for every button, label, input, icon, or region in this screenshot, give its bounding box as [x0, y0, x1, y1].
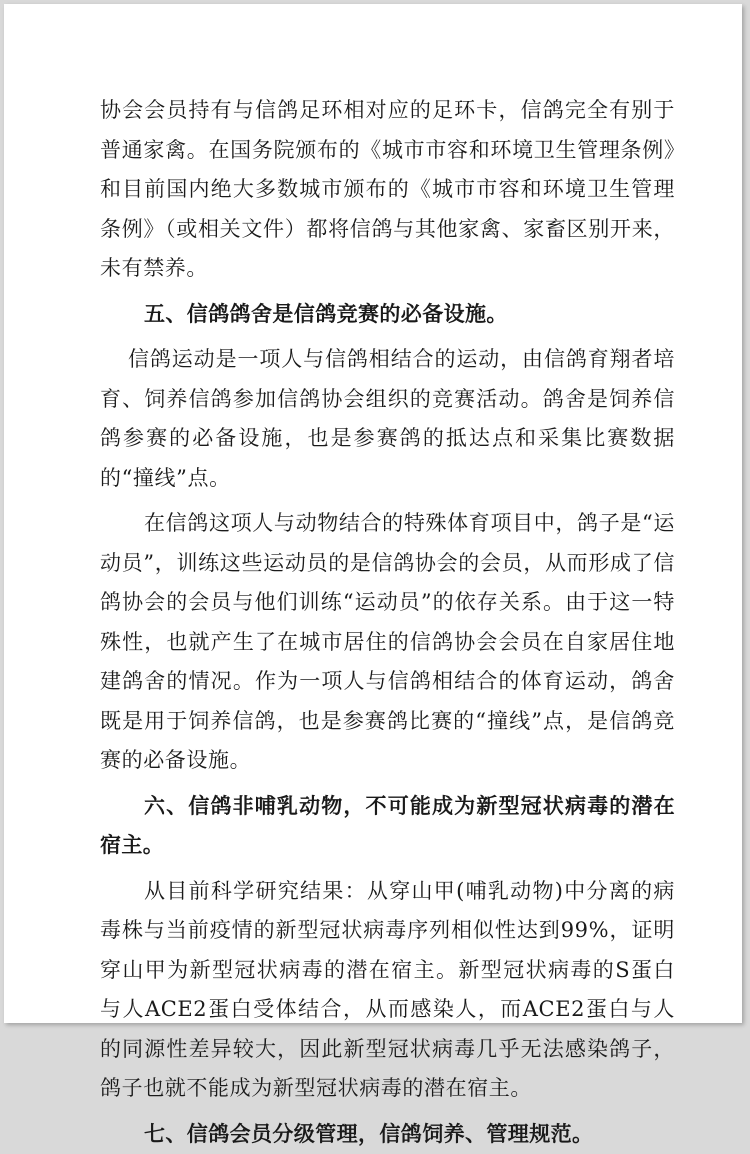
section-heading-6: 六、信鸽非哺乳动物，不可能成为新型冠状病毒的潜在宿主。 — [100, 787, 675, 866]
paragraph-continuation: 协会会员持有与信鸽足环相对应的足环卡，信鸽完全有别于普通家禽。在国务院颁布的《城市市容和环境卫生管理条例》和目前国内绝大多数城市颁布的《城市市容和环境卫生管理条例》（或相关文件）都将信鸽与其他家禽、家畜区别开来，未有禁养。 — [100, 91, 675, 289]
paragraph-coronavirus-research: 从目前科学研究结果：从穿山甲(哺乳动物)中分离的病毒株与当前疫情的新型冠状病毒序列相似性达到99%，证明穿山甲为新型冠状病毒的潜在宿主。新型冠状病毒的S蛋白与人ACE2蛋白受体结合，从而感染人，而ACE2蛋白与人的同源性差异较大，因此新型冠状病毒几乎无法感染鸽子，鸽子也就不能成为新型冠状病毒的潜在宿主。 — [100, 872, 675, 1109]
section-heading-5: 五、信鸽鸽舍是信鸽竞赛的必备设施。 — [100, 295, 675, 335]
document-body — [100, 91, 675, 1154]
paragraph-pigeon-sport: 信鸽运动是一项人与信鸽相结合的运动，由信鸽育翔者培育、饲养信鸽参加信鸽协会组织的竞赛活动。鸽舍是饲养信鸽参赛的必备设施，也是参赛鸽的抵达点和采集比赛数据的“撞线”点。 — [100, 340, 675, 498]
document-page — [4, 4, 742, 1023]
paragraph-pigeon-athletes: 在信鸽这项人与动物结合的特殊体育项目中，鸽子是“运动员”，训练这些运动员的是信鸽协会的会员，从而形成了信鸽协会的会员与他们训练“运动员”的依存关系。由于这一特殊性，也就产生了在城市居住的信鸽协会会员在自家居住地建鸽舍的情况。作为一项人与信鸽相结合的体育运动，鸽舍既是用于饲养信鸽，也是参赛鸽比赛的“撞线”点，是信鸽竞赛的必备设施。 — [100, 504, 675, 781]
section-heading-7: 七、信鸽会员分级管理，信鸽饲养、管理规范。 — [100, 1115, 675, 1154]
